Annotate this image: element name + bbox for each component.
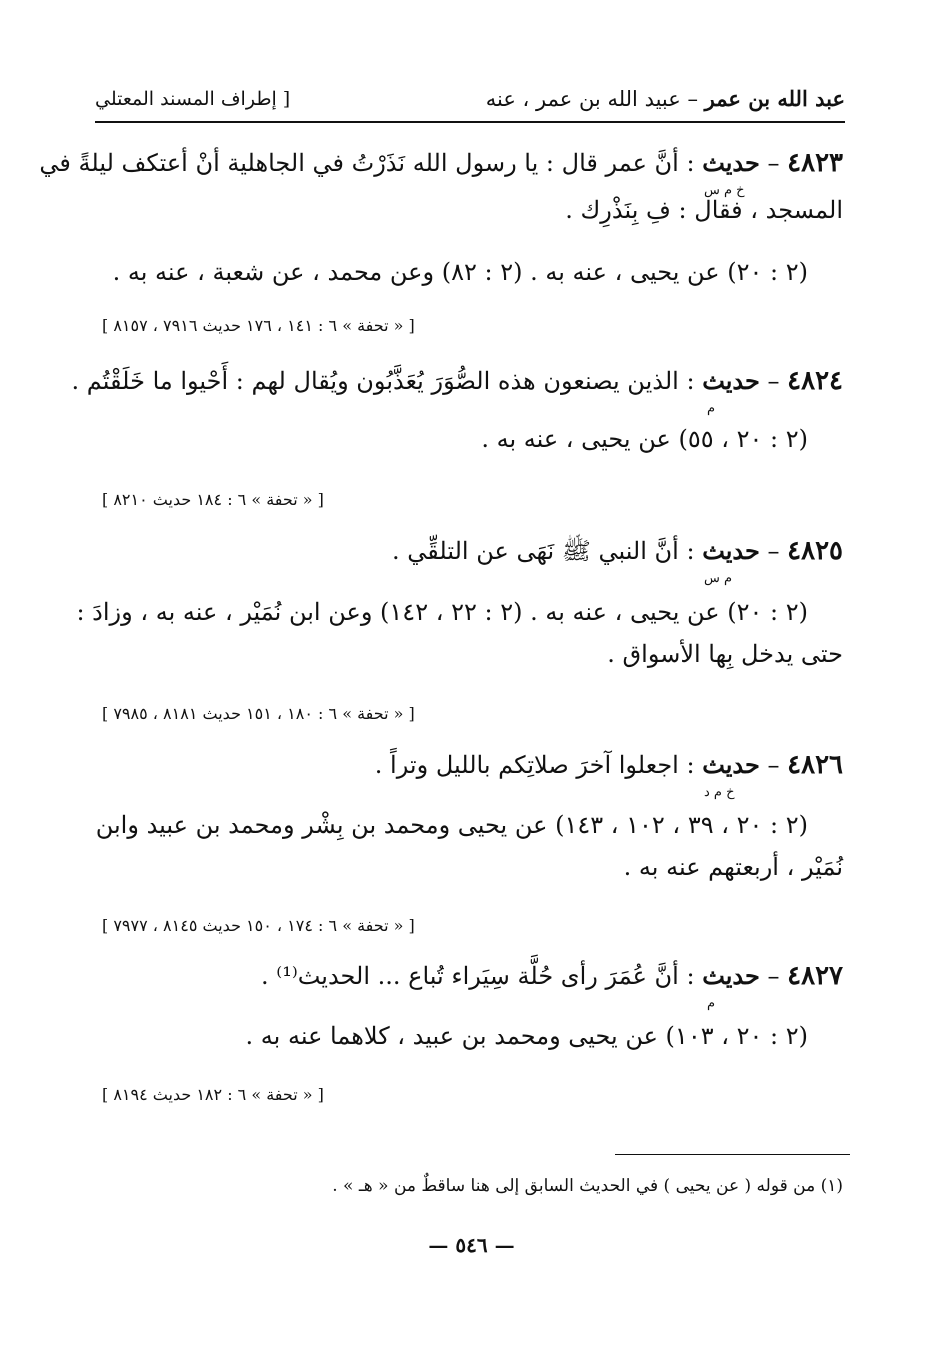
entry-4826-chain-1: (٢ : ٢٠ ، ٣٩ ، ١٠٢ ، ١٤٣) عن يحيى ومحمد بن بِشْر ومحمد بن عبيد وابن (95, 811, 808, 839)
entry-4825-chain-2: حتى يدخل بِها الأسواق . (607, 640, 843, 668)
header-rule (95, 121, 845, 123)
separator: – (759, 149, 788, 177)
page-number: — ٥٤٦ — (428, 1233, 515, 1257)
entry-4824-chain: (٢ : ٢٠ ، ٥٥) عن يحيى ، عنه به . (481, 425, 808, 453)
entry-4823-chain: (٢ : ٢٠) عن يحيى ، عنه به . (٢ : ٨٢) وعن محمد ، عن شعبة ، عنه به . (112, 258, 808, 286)
running-header (95, 80, 845, 118)
entry-4827-line1 (261, 961, 843, 991)
entry-number: ٤٨٢٥ (787, 536, 843, 566)
entry-text: : الذين يصنعون هذه الصُّوَرَ يُعَذَّبُون ويُقال لهم : أَحْيوا ما خَلَقْتُم . (71, 367, 703, 395)
entry-4825-sigla: م س (704, 571, 733, 586)
entry-text: : أنَّ عُمَرَ رأى حُلَّة سِيَراء تُباع ... الحديث⁽¹⁾ . (261, 962, 703, 990)
entry-number: ٤٨٢٤ (787, 366, 843, 396)
entry-4824-ref: [ « تحفة » ٦ : ١٨٤ حديث ٨٢١٠ ] (102, 490, 324, 509)
entry-4826-ref: [ « تحفة » ٦ : ١٧٤ ، ١٥٠ حديث ٨١٤٥ ، ٧٩٧٧ ] (102, 916, 415, 935)
entry-4825-chain-1: (٢ : ٢٠) عن يحيى ، عنه به . (٢ : ٢٢ ، ١٤٢) وعن ابن نُمَيْر ، عنه به ، وزادَ : (76, 598, 808, 626)
entry-text: : اجعلوا آخرَ صلاتِكم بالليل وتراً . (374, 751, 703, 779)
entry-4823-line2: المسجد ، فقال : فِ بِنَذْرِك . (565, 196, 843, 224)
entry-number: ٤٨٢٣ (787, 148, 843, 178)
header-title-bold: عبد الله بن عمر (704, 86, 845, 111)
entry-4826-sigla: خ م د (704, 785, 735, 800)
entry-4823-sigla: خ م س (704, 183, 745, 198)
entry-4825-line1 (392, 536, 843, 571)
header-title-rest: – عبيد الله بن عمر ، عنه (485, 87, 705, 111)
entry-text: : أنَّ عمر قال : يا رسول الله نَذَرْتُ في الجاهلية أنْ أعتكف ليلةً في (39, 149, 703, 177)
entry-4823-line1 (39, 148, 843, 178)
separator: – (759, 751, 788, 779)
hadith-label: حديث (702, 366, 760, 395)
hadith-label: حديث (702, 961, 760, 990)
entry-number: ٤٨٢٧ (787, 961, 843, 991)
entry-4826-line1 (375, 750, 843, 780)
header-title (486, 86, 845, 111)
separator: – (759, 367, 788, 395)
entry-4827-chain: (٢ : ٢٠ ، ١٠٣) عن يحيى ومحمد بن عبيد ، كلاهما عنه به . (245, 1022, 808, 1050)
header-book-title: [ إطراف المسند المعتلي (95, 88, 291, 110)
entry-4824-sigla: م (707, 401, 716, 416)
footnote-rule (615, 1154, 850, 1155)
entry-4826-chain-2: نُمَيْر ، أربعتهم عنه به . (623, 853, 843, 881)
entry-4827-ref: [ « تحفة » ٦ : ١٨٢ حديث ٨١٩٤ ] (102, 1085, 324, 1104)
entry-4823-ref: [ « تحفة » ٦ : ١٤١ ، ١٧٦ حديث ٧٩١٦ ، ٨١٥٧ ] (102, 316, 415, 335)
hadith-label: حديث (702, 750, 760, 779)
hadith-label: حديث (702, 148, 760, 177)
entry-4824-line1 (72, 366, 843, 396)
entry-text: : أنَّ النبي ﷺ نَهَى عن التلقِّي . (392, 537, 703, 565)
footnote: (١) من قوله ( عن يحيى ) في الحديث السابق إلى هنا ساقطٌ من « هـ » . (332, 1176, 843, 1196)
entry-4825-ref: [ « تحفة » ٦ : ١٨٠ ، ١٥١ حديث ٨١٨١ ، ٧٩٨٥ ] (102, 704, 415, 723)
separator: – (759, 537, 788, 565)
hadith-label: حديث (702, 536, 760, 565)
entry-number: ٤٨٢٦ (787, 750, 843, 780)
entry-4827-sigla: م (707, 996, 716, 1011)
separator: – (759, 962, 788, 990)
